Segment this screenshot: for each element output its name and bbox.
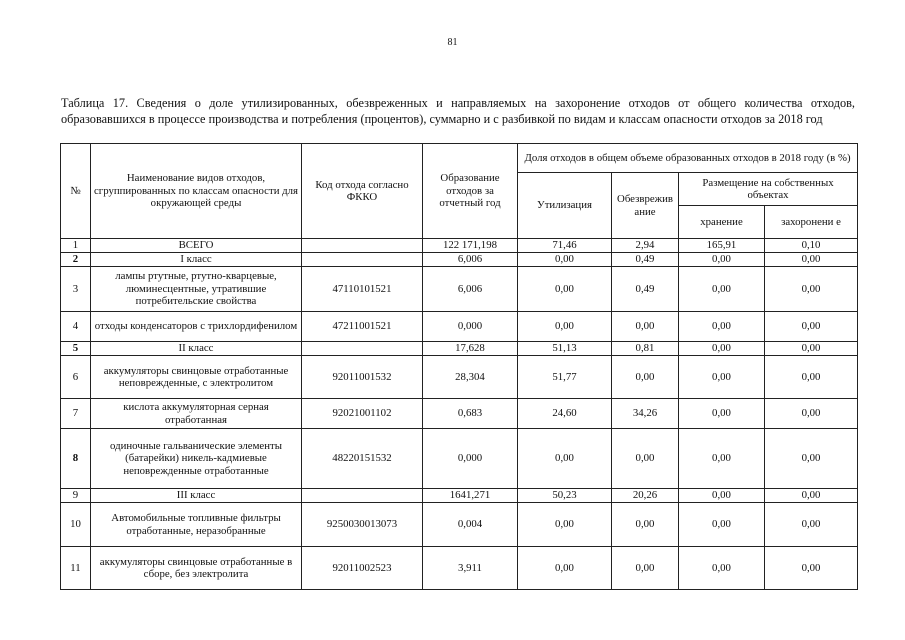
row-code: [302, 489, 423, 503]
row-burial: 0,00: [765, 253, 858, 267]
row-utilization: 24,60: [518, 399, 612, 429]
table-row: [61, 267, 858, 312]
row-name: I класс: [91, 253, 302, 267]
header-neutralization: Обезврежив ание: [612, 173, 679, 239]
row-neutralization: 2,94: [612, 239, 679, 253]
table-row: [61, 547, 858, 590]
table-row: [61, 356, 858, 399]
row-neutralization: 20,26: [612, 489, 679, 503]
row-storage: 0,00: [679, 253, 765, 267]
table-row: [61, 253, 858, 267]
row-formed: 28,304: [423, 356, 518, 399]
row-formed: 6,006: [423, 253, 518, 267]
row-code: 48220151532: [302, 429, 423, 489]
row-storage: 0,00: [679, 547, 765, 590]
row-num: 6: [61, 356, 91, 399]
header-burial: захоронени е: [765, 206, 858, 239]
row-name: кислота аккумуляторная серная отработанная: [91, 399, 302, 429]
row-name: III класс: [91, 489, 302, 503]
row-neutralization: 34,26: [612, 399, 679, 429]
row-neutralization: 0,81: [612, 342, 679, 356]
row-code: 92011002523: [302, 547, 423, 590]
row-num: 3: [61, 267, 91, 312]
row-storage: 0,00: [679, 399, 765, 429]
row-name: аккумуляторы свинцовые отработанные в сборе, без электролита: [91, 547, 302, 590]
waste-table: [60, 143, 858, 590]
row-num: 9: [61, 489, 91, 503]
row-code: 92021001102: [302, 399, 423, 429]
row-storage: 0,00: [679, 429, 765, 489]
header-placement: Размещение на собственных объектах: [679, 173, 858, 206]
row-burial: 0,00: [765, 312, 858, 342]
row-neutralization: 0,00: [612, 547, 679, 590]
row-num: 10: [61, 503, 91, 547]
row-neutralization: 0,00: [612, 429, 679, 489]
row-burial: 0,00: [765, 547, 858, 590]
table-row: [61, 239, 858, 253]
row-num: 7: [61, 399, 91, 429]
row-code: 47110101521: [302, 267, 423, 312]
row-neutralization: 0,49: [612, 253, 679, 267]
row-storage: 0,00: [679, 356, 765, 399]
header-code: Код отхода согласно ФККО: [302, 144, 423, 239]
row-num: 5: [61, 342, 91, 356]
row-neutralization: 0,00: [612, 503, 679, 547]
table-row: [61, 399, 858, 429]
header-formed: Образование отходов за отчетный год: [423, 144, 518, 239]
row-utilization: 0,00: [518, 429, 612, 489]
row-storage: 0,00: [679, 267, 765, 312]
row-storage: 165,91: [679, 239, 765, 253]
row-formed: 6,006: [423, 267, 518, 312]
row-storage: 0,00: [679, 489, 765, 503]
table-row: [61, 489, 858, 503]
row-code: [302, 239, 423, 253]
row-burial: 0,00: [765, 429, 858, 489]
row-utilization: 50,23: [518, 489, 612, 503]
header-utilization: Утилизация: [518, 173, 612, 239]
row-utilization: 0,00: [518, 503, 612, 547]
row-code: 92011001532: [302, 356, 423, 399]
row-utilization: 0,00: [518, 267, 612, 312]
row-utilization: 0,00: [518, 312, 612, 342]
row-name: ВСЕГО: [91, 239, 302, 253]
row-num: 2: [61, 253, 91, 267]
row-formed: 0,004: [423, 503, 518, 547]
table-row: [61, 503, 858, 547]
row-name: Автомобильные топливные фильтры отработанные, неразобранные: [91, 503, 302, 547]
row-name: одиночные гальванические элементы (батарейки) никель-кадмиевые неповрежденные отработанные: [91, 429, 302, 489]
row-num: 4: [61, 312, 91, 342]
row-formed: 1641,271: [423, 489, 518, 503]
row-burial: 0,00: [765, 503, 858, 547]
row-code: [302, 342, 423, 356]
row-num: 1: [61, 239, 91, 253]
table-row: [61, 342, 858, 356]
header-storage: хранение: [679, 206, 765, 239]
row-code: [302, 253, 423, 267]
header-share: Доля отходов в общем объеме образованных отходов в 2018 году (в %): [518, 144, 858, 173]
row-utilization: 0,00: [518, 547, 612, 590]
row-utilization: 51,77: [518, 356, 612, 399]
row-name: отходы конденсаторов с трихлордифенилом: [91, 312, 302, 342]
row-name: лампы ртутные, ртутно-кварцевые, люминесцентные, утратившие потребительские свойства: [91, 267, 302, 312]
row-num: 11: [61, 547, 91, 590]
row-utilization: 51,13: [518, 342, 612, 356]
row-formed: 3,911: [423, 547, 518, 590]
row-neutralization: 0,49: [612, 267, 679, 312]
table-row: [61, 429, 858, 489]
row-utilization: 0,00: [518, 253, 612, 267]
row-storage: 0,00: [679, 312, 765, 342]
table-caption: Таблица 17. Сведения о доле утилизированных, обезвреженных и направляемых на захоронение отходов от общего количества отходов, образовавшихся в процессе производства и потребления (процентов), суммарно и с разбивкой по видам и классам опасности отходов за 2018 год: [61, 96, 855, 126]
row-num: 8: [61, 429, 91, 489]
row-formed: 17,628: [423, 342, 518, 356]
row-burial: 0,10: [765, 239, 858, 253]
row-neutralization: 0,00: [612, 312, 679, 342]
header-num: №: [61, 144, 91, 239]
row-neutralization: 0,00: [612, 356, 679, 399]
row-burial: 0,00: [765, 489, 858, 503]
row-formed: 122 171,198: [423, 239, 518, 253]
row-burial: 0,00: [765, 399, 858, 429]
row-storage: 0,00: [679, 503, 765, 547]
row-code: 9250030013073: [302, 503, 423, 547]
row-burial: 0,00: [765, 267, 858, 312]
row-code: 47211001521: [302, 312, 423, 342]
row-utilization: 71,46: [518, 239, 612, 253]
row-storage: 0,00: [679, 342, 765, 356]
row-name: аккумуляторы свинцовые отработанные неповрежденные, с электролитом: [91, 356, 302, 399]
page-number: 81: [447, 37, 458, 48]
row-name: II класс: [91, 342, 302, 356]
row-formed: 0,683: [423, 399, 518, 429]
row-burial: 0,00: [765, 342, 858, 356]
row-formed: 0,000: [423, 429, 518, 489]
row-formed: 0,000: [423, 312, 518, 342]
row-burial: 0,00: [765, 356, 858, 399]
header-name: Наименование видов отходов, сгруппированных по классам опасности для окружающей среды: [91, 144, 302, 239]
table-row: [61, 312, 858, 342]
